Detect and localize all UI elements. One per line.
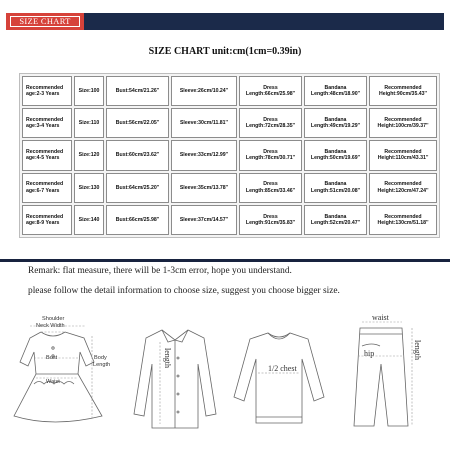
dress-shoulder-label: Shoulder [42, 316, 65, 322]
table-cell: Recommended age:6-7 Years [22, 173, 72, 203]
sweater-chest-label: 1/2 chest [268, 364, 297, 373]
chart-title: SIZE CHART unit:cm(1cm=0.39in) [148, 46, 302, 57]
table-cell: Bandana Length:50cm/19.69'' [304, 140, 367, 170]
table-cell: Recommended Height:100cm/39.37'' [369, 108, 437, 138]
table-cell: Dress Length:91cm/35.83'' [239, 205, 302, 235]
table-cell: Bandana Length:48cm/18.90'' [304, 76, 367, 106]
table-cell: Dress Length:85cm/33.46'' [239, 173, 302, 203]
table-cell: Size:100 [74, 76, 104, 106]
sweater-diagram [232, 325, 327, 435]
remark-line-1: Remark: flat measure, there will be 1-3cm error, hope you understand. [28, 266, 292, 276]
table-cell: Recommended Height:110cm/43.31'' [369, 140, 437, 170]
table-cell: Bust:60cm/23.62'' [106, 140, 169, 170]
dress-waist-label: Waist [46, 379, 60, 385]
table-cell: Sleeve:33cm/12.99'' [171, 140, 237, 170]
shirt-diagram [130, 318, 220, 443]
table-cell: Size:130 [74, 173, 104, 203]
table-cell: Recommended Height:120cm/47.24'' [369, 173, 437, 203]
dress-neck-label: Neck Width [36, 323, 65, 329]
dress-bust-label: Bust [46, 355, 58, 361]
table-cell: Recommended Height:90cm/35.43'' [369, 76, 437, 106]
table-cell: Bust:54cm/21.26'' [106, 76, 169, 106]
table-cell: Bust:66cm/25.98'' [106, 205, 169, 235]
dress-body-label-1: Body [94, 355, 107, 361]
table-cell: Recommended age:8-9 Years [22, 205, 72, 235]
shirt-length-label: length [163, 348, 172, 368]
table-cell: Bust:64cm/25.20'' [106, 173, 169, 203]
table-cell: Bust:56cm/22.05'' [106, 108, 169, 138]
table-row [22, 108, 437, 138]
table-cell: Bandana Length:49cm/19.29'' [304, 108, 367, 138]
table-cell: Sleeve:30cm/11.81'' [171, 108, 237, 138]
size-table [19, 73, 440, 238]
table-cell: Recommended Height:130cm/51.18'' [369, 205, 437, 235]
size-chart-tag [6, 13, 84, 30]
table-cell: Recommended age:3-4 Years [22, 108, 72, 138]
pants-length-label: length [413, 340, 422, 360]
dress-diagram [8, 318, 118, 438]
table-cell: Sleeve:37cm/14.57'' [171, 205, 237, 235]
table-cell: Bandana Length:52cm/20.47'' [304, 205, 367, 235]
table-cell: Size:120 [74, 140, 104, 170]
pants-diagram [350, 316, 430, 441]
table-cell: Sleeve:26cm/10.24'' [171, 76, 237, 106]
size-chart-tag-label: SIZE CHART [19, 16, 71, 26]
remark-line-2: please follow the detail information to choose size, suggest you choose bigger size. [28, 286, 340, 296]
dress-body-label-2: Length [93, 362, 111, 368]
table-row [22, 205, 437, 235]
table-cell: Dress Length:78cm/30.71'' [239, 140, 302, 170]
pants-waist-label: waist [372, 313, 389, 322]
table-cell: Recommended age:2-3 Years [22, 76, 72, 106]
table-row [22, 173, 437, 203]
table-cell: Size:140 [74, 205, 104, 235]
table-cell: Recommended age:4-5 Years [22, 140, 72, 170]
pants-hip-label: hip [364, 349, 375, 358]
table-cell: Size:110 [74, 108, 104, 138]
table-cell: Bandana Length:51cm/20.08'' [304, 173, 367, 203]
table-row [22, 76, 437, 106]
table-cell: Sleeve:35cm/13.78'' [171, 173, 237, 203]
table-cell: Dress Length:66cm/25.98'' [239, 76, 302, 106]
table-cell: Dress Length:72cm/28.35'' [239, 108, 302, 138]
table-row [22, 140, 437, 170]
